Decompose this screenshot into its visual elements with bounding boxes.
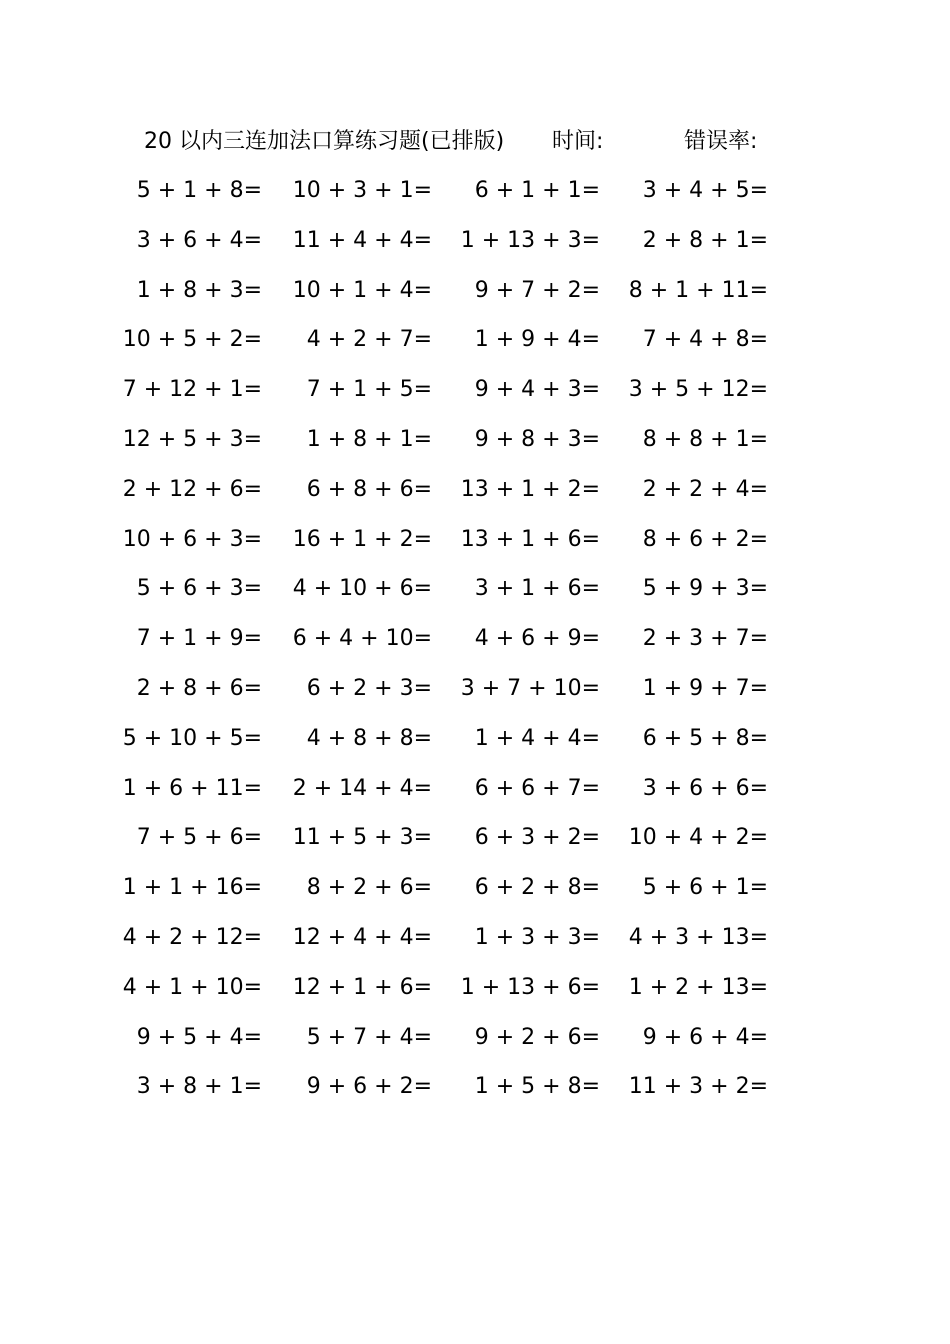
addition-problem: 5 + 7 + 4= [306, 1024, 432, 1050]
problem-grid [122, 166, 810, 1112]
addition-problem: 8 + 6 + 2= [642, 526, 768, 552]
addition-problem: 9 + 6 + 2= [306, 1074, 432, 1100]
addition-problem: 2 + 8 + 1= [642, 227, 768, 253]
problem-row [130, 216, 810, 266]
addition-problem: 13 + 1 + 6= [460, 526, 600, 552]
addition-problem: 8 + 8 + 1= [642, 426, 768, 452]
addition-problem: 5 + 9 + 3= [642, 576, 768, 602]
addition-problem: 1 + 2 + 13= [628, 974, 768, 1000]
addition-problem: 2 + 8 + 6= [136, 675, 262, 701]
addition-problem: 4 + 1 + 10= [122, 974, 262, 1000]
addition-problem: 7 + 1 + 9= [136, 626, 262, 652]
problem-row [130, 166, 810, 216]
addition-problem: 8 + 2 + 6= [306, 875, 432, 901]
addition-problem: 9 + 6 + 4= [642, 1024, 768, 1050]
addition-problem: 6 + 2 + 3= [306, 675, 432, 701]
problem-row [122, 963, 810, 1013]
addition-problem: 12 + 4 + 4= [292, 924, 432, 950]
addition-problem: 2 + 3 + 7= [642, 626, 768, 652]
worksheet-header [144, 124, 784, 160]
addition-problem: 3 + 7 + 10= [460, 675, 600, 701]
addition-problem: 5 + 10 + 5= [122, 725, 262, 751]
problem-row [122, 913, 810, 963]
addition-problem: 1 + 6 + 11= [122, 775, 262, 801]
addition-problem: 4 + 2 + 7= [306, 327, 432, 353]
addition-problem: 10 + 5 + 2= [122, 327, 262, 353]
addition-problem: 1 + 9 + 7= [642, 675, 768, 701]
addition-problem: 10 + 4 + 2= [628, 825, 768, 851]
addition-problem: 4 + 10 + 6= [292, 576, 432, 602]
addition-problem: 9 + 7 + 2= [474, 277, 600, 303]
addition-problem: 4 + 3 + 13= [628, 924, 768, 950]
addition-problem: 6 + 1 + 1= [474, 178, 600, 203]
worksheet-title: 20 以内三连加法口算练习题(已排版) [144, 129, 505, 154]
problem-row [130, 614, 810, 664]
addition-problem: 7 + 1 + 5= [306, 377, 432, 403]
addition-problem: 12 + 1 + 6= [292, 974, 432, 1000]
addition-problem: 3 + 6 + 4= [136, 227, 262, 253]
problem-row [122, 365, 810, 415]
addition-problem: 1 + 13 + 3= [460, 227, 600, 253]
problem-row [122, 315, 810, 365]
addition-problem: 1 + 4 + 4= [474, 725, 600, 751]
addition-problem: 11 + 4 + 4= [292, 227, 432, 253]
addition-problem: 4 + 8 + 8= [306, 725, 432, 751]
problem-row [122, 764, 810, 814]
problem-row [130, 1013, 810, 1063]
addition-problem: 10 + 3 + 1= [292, 178, 432, 203]
problem-row [122, 515, 810, 565]
addition-problem: 4 + 6 + 9= [474, 626, 600, 652]
addition-problem: 13 + 1 + 2= [460, 476, 600, 502]
addition-problem: 6 + 3 + 2= [474, 825, 600, 851]
addition-problem: 5 + 6 + 3= [136, 576, 262, 602]
addition-problem: 9 + 8 + 3= [474, 426, 600, 452]
addition-problem: 8 + 1 + 11= [628, 277, 768, 303]
addition-problem: 3 + 4 + 5= [642, 178, 768, 203]
addition-problem: 6 + 6 + 7= [474, 775, 600, 801]
error-rate-label: 错误率: [684, 129, 758, 154]
addition-problem: 11 + 3 + 2= [628, 1074, 768, 1100]
addition-problem: 6 + 5 + 8= [642, 725, 768, 751]
addition-problem: 7 + 4 + 8= [642, 327, 768, 353]
addition-problem: 1 + 8 + 3= [136, 277, 262, 303]
addition-problem: 9 + 5 + 4= [136, 1024, 262, 1050]
addition-problem: 3 + 1 + 6= [474, 576, 600, 602]
problem-row [130, 266, 810, 316]
addition-problem: 5 + 6 + 1= [642, 875, 768, 901]
addition-problem: 3 + 8 + 1= [136, 1074, 262, 1100]
addition-problem: 6 + 2 + 8= [474, 875, 600, 901]
addition-problem: 7 + 12 + 1= [122, 377, 262, 403]
addition-problem: 12 + 5 + 3= [122, 426, 262, 452]
addition-problem: 2 + 2 + 4= [642, 476, 768, 502]
addition-problem: 6 + 8 + 6= [306, 476, 432, 502]
addition-problem: 2 + 14 + 4= [292, 775, 432, 801]
time-label: 时间: [552, 129, 604, 154]
addition-problem: 1 + 3 + 3= [474, 924, 600, 950]
addition-problem: 1 + 8 + 1= [306, 426, 432, 452]
addition-problem: 10 + 6 + 3= [122, 526, 262, 552]
addition-problem: 6 + 4 + 10= [292, 626, 432, 652]
addition-problem: 2 + 12 + 6= [122, 476, 262, 502]
problem-row [130, 1062, 810, 1112]
addition-problem: 1 + 5 + 8= [474, 1074, 600, 1100]
problem-row [130, 664, 810, 714]
addition-problem: 9 + 4 + 3= [474, 377, 600, 403]
problem-row [130, 564, 810, 614]
problem-row [122, 863, 810, 913]
addition-problem: 11 + 5 + 3= [292, 825, 432, 851]
addition-problem: 3 + 6 + 6= [642, 775, 768, 801]
addition-problem: 9 + 2 + 6= [474, 1024, 600, 1050]
addition-problem: 16 + 1 + 2= [292, 526, 432, 552]
addition-problem: 7 + 5 + 6= [136, 825, 262, 851]
addition-problem: 4 + 2 + 12= [122, 924, 262, 950]
addition-problem: 10 + 1 + 4= [292, 277, 432, 303]
addition-problem: 1 + 13 + 6= [460, 974, 600, 1000]
problem-row [122, 714, 810, 764]
problem-row [130, 813, 810, 863]
addition-problem: 5 + 1 + 8= [136, 178, 262, 203]
problem-row [122, 415, 810, 465]
addition-problem: 1 + 1 + 16= [122, 875, 262, 901]
addition-problem: 3 + 5 + 12= [628, 377, 768, 403]
addition-problem: 1 + 9 + 4= [474, 327, 600, 353]
problem-row [122, 465, 810, 515]
